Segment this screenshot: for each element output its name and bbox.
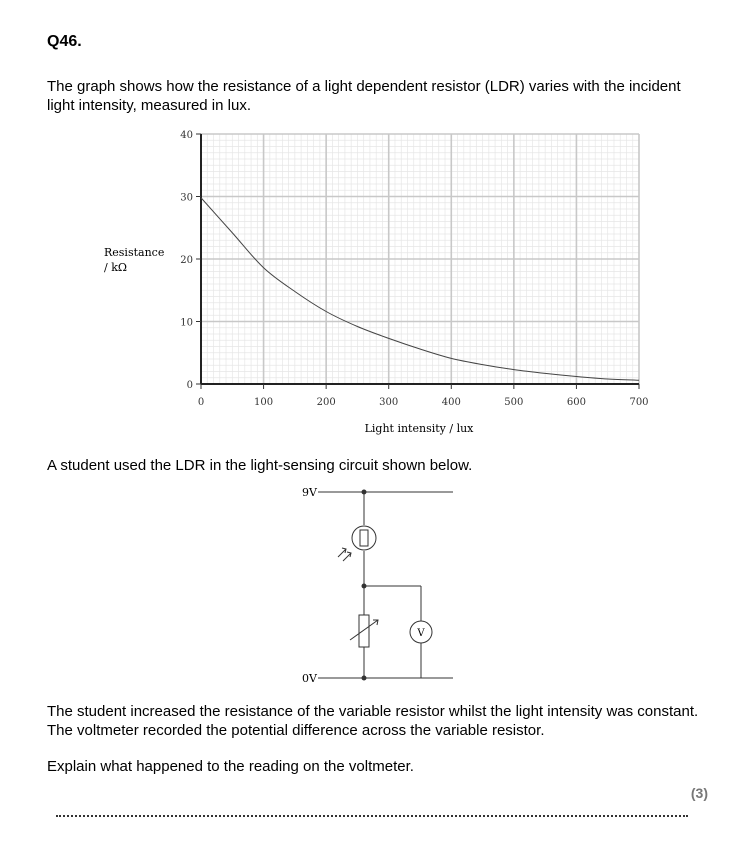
y-axis-label-line2: / kΩ	[104, 261, 127, 274]
voltmeter-label: V	[417, 628, 425, 639]
variable-resistor	[359, 615, 369, 647]
x-tick-label: 200	[316, 397, 336, 408]
question-intro: The graph shows how the resistance of a light dependent resistor (LDR) varies with the incident light intensity, measured in lux.	[47, 78, 681, 114]
light-arrows	[338, 549, 346, 557]
bottom-rail-label: 0V	[302, 672, 317, 685]
y-tick-label: 20	[180, 255, 193, 266]
x-tick-label: 400	[441, 397, 461, 408]
x-tick-label: 300	[379, 397, 399, 408]
x-tick-label: 100	[254, 397, 274, 408]
x-tick-label: 0	[197, 397, 205, 408]
x-axis-label: Light intensity / lux	[364, 422, 474, 435]
answer-line[interactable]	[56, 815, 688, 817]
x-tick-label: 600	[566, 397, 586, 408]
y-tick-label: 10	[180, 317, 193, 329]
task-question: Explain what happened to the reading on the voltmeter.	[47, 758, 414, 775]
y-tick-label: 40	[180, 130, 193, 141]
circuit-intro: A student used the LDR in the light-sensing circuit shown below.	[47, 457, 473, 474]
x-tick-label: 700	[629, 397, 649, 408]
x-tick-label: 500	[504, 397, 524, 408]
question-number: Q46.	[47, 33, 82, 50]
y-tick-label: 30	[180, 192, 193, 204]
top-rail-label: 9V	[302, 486, 317, 499]
task-statement: The student increased the resistance of the variable resistor whilst the light intensity was constant. The voltmeter recorded the potential difference across the variable resistor.	[47, 703, 699, 739]
y-tick-label: 0	[186, 380, 193, 391]
marks-label: (3)	[690, 785, 708, 801]
y-axis-label-line1: Resistance	[104, 246, 165, 259]
